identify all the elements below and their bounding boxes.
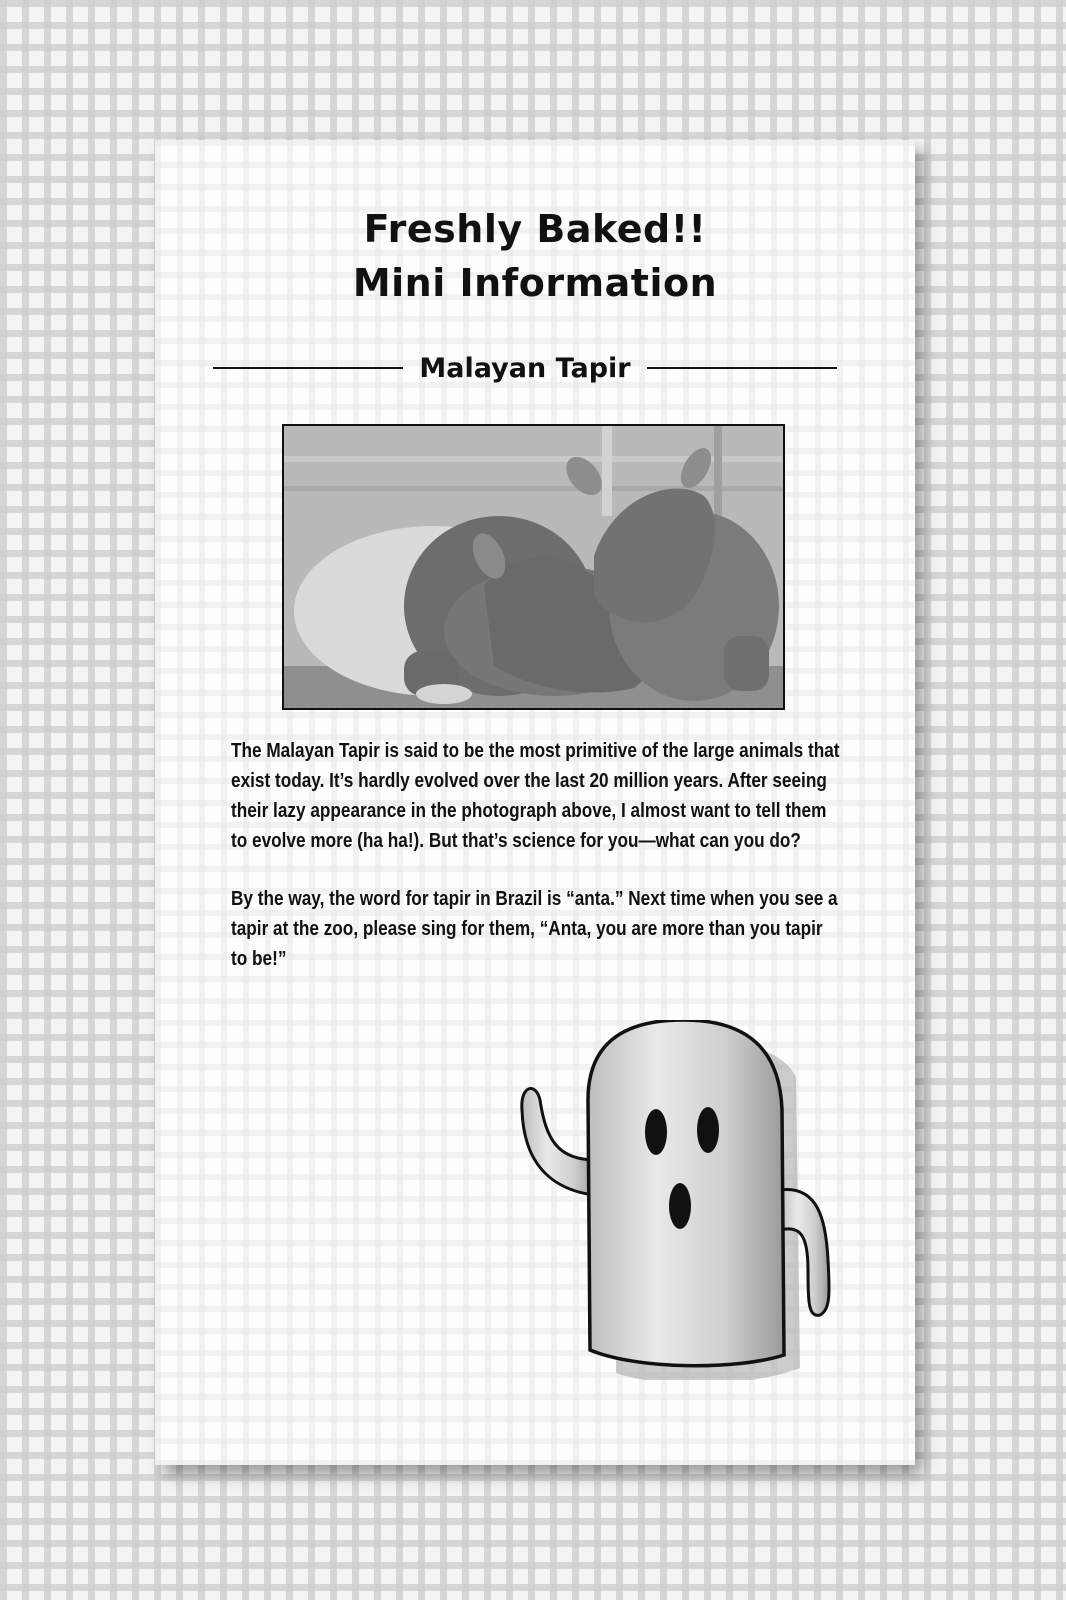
heading-rule-right [647, 367, 837, 369]
article-text [231, 736, 842, 1002]
title-line-2: Mini Information [352, 261, 718, 305]
section-heading-row [213, 348, 837, 388]
page-title [155, 202, 915, 310]
ghost-illustration [518, 1020, 858, 1380]
ghost-character [518, 1020, 858, 1380]
section-heading: Malayan Tapir [419, 352, 631, 384]
tapir-photo [282, 424, 785, 710]
title-line-1: Freshly Baked!! [363, 207, 707, 251]
heading-rule-left [213, 367, 403, 369]
tapir-photo-illustration [284, 426, 783, 708]
paragraph-2: By the way, the word for tapir in Brazil is “anta.” Next time when you see a tapir at the zoo, please sing for them, “Anta, you are more than you tapir to be!” [231, 888, 838, 970]
paragraph-1: The Malayan Tapir is said to be the most primitive of the large animals that exist today. It’s hardly evolved over the last 20 million years. After seeing their lazy appearance in the photograph above, I almost want to tell them to evolve more (ha ha!). But that’s science for you—what can you do? [231, 740, 840, 852]
info-page [155, 140, 915, 1465]
